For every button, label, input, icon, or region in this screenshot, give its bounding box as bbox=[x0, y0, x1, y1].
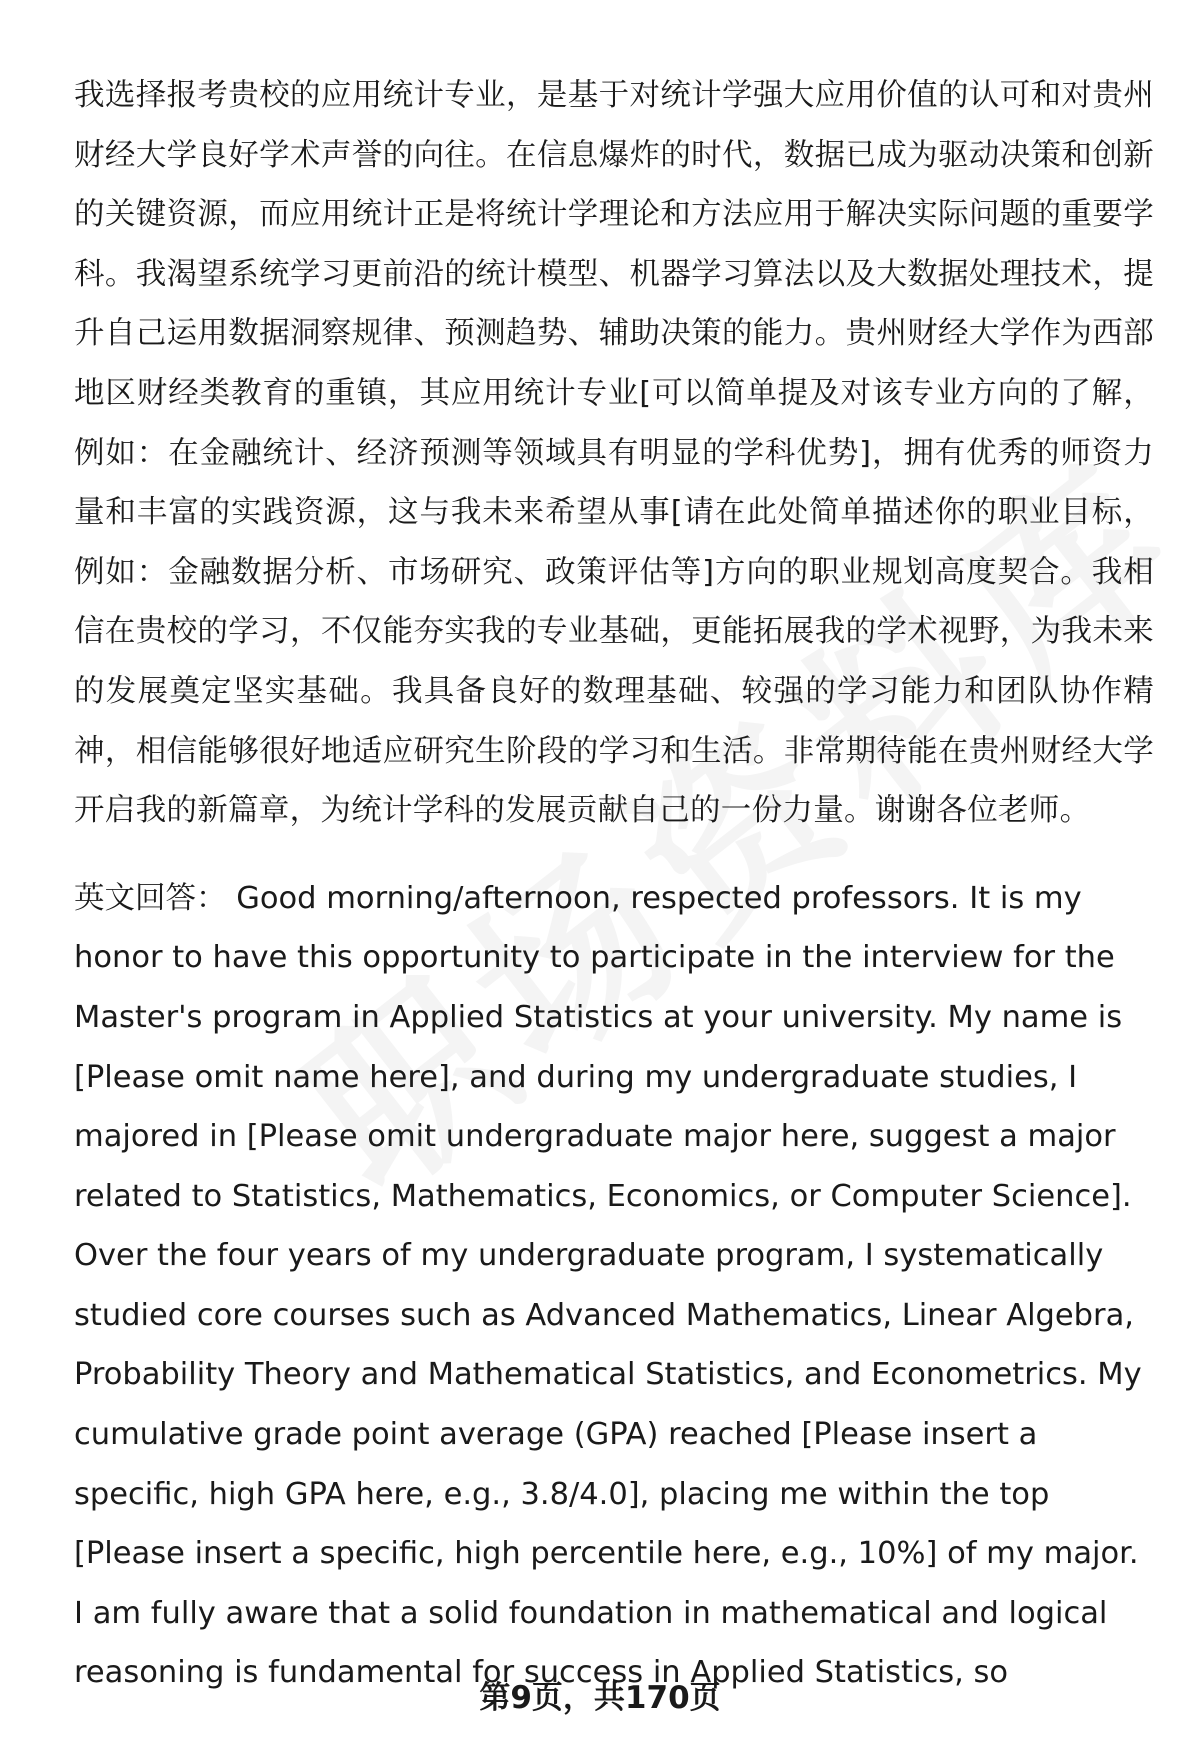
document-body bbox=[74, 66, 1154, 1703]
page-number-footer: 第9页，共170页 bbox=[479, 1680, 721, 1716]
english-answer-paragraph: 英文回答： Good morning/afternoon, respected professors. It is my honor to have this opportunity to participate in the interview for the Master's program in Applied Statistics at your university. My name is [Please omit name here], and during my undergraduate studies, I majored in [Please omit undergraduate major here, suggest a major related to Statistics, Mathematics, Economics, or Computer Science]. Over the four years of my undergraduate program, I systematically studied core courses such as Advanced Mathematics, Linear Algebra, Probability Theory and Mathematical Statistics, and Econometrics. My cumulative grade point average (GPA) reached [Please insert a specific, high GPA here, e.g., 3.8/4.0], placing me within the top [Please insert a specific, high percentile here, e.g., 10%] of my major. I am fully aware that a solid foundation in mathematical and logical reasoning is fundamental for success in Applied Statistics, so bbox=[74, 880, 1142, 1691]
chinese-paragraph: 我选择报考贵校的应用统计专业，是基于对统计学强大应用价值的认可和对贵州财经大学良好学术声誉的向往。在信息爆炸的时代，数据已成为驱动决策和创新的关键资源，而应用统计正是将统计学理论和方法应用于解决实际问题的重要学科。我渴望系统学习更前沿的统计模型、机器学习算法以及大数据处理技术，提升自己运用数据洞察规律、预测趋势、辅助决策的能力。贵州财经大学作为西部地区财经类教育的重镇，其应用统计专业[可以简单提及对该专业方向的了解，例如：在金融统计、经济预测等领域具有明显的学科优势]，拥有优秀的师资力量和丰富的实践资源，这与我未来希望从事[请在此处简单描述你的职业目标，例如：金融数据分析、市场研究、政策评估等]方向的职业规划高度契合。我相信在贵校的学习，不仅能夯实我的专业基础，更能拓展我的学术视野，为我未来的发展奠定坚实基础。我具备良好的数理基础、较强的学习能力和团队协作精神，相信能够很好地适应研究生阶段的学习和生活。非常期待能在贵州财经大学开启我的新篇章，为统计学科的发展贡献自己的一份力量。谢谢各位老师。 bbox=[74, 78, 1154, 829]
